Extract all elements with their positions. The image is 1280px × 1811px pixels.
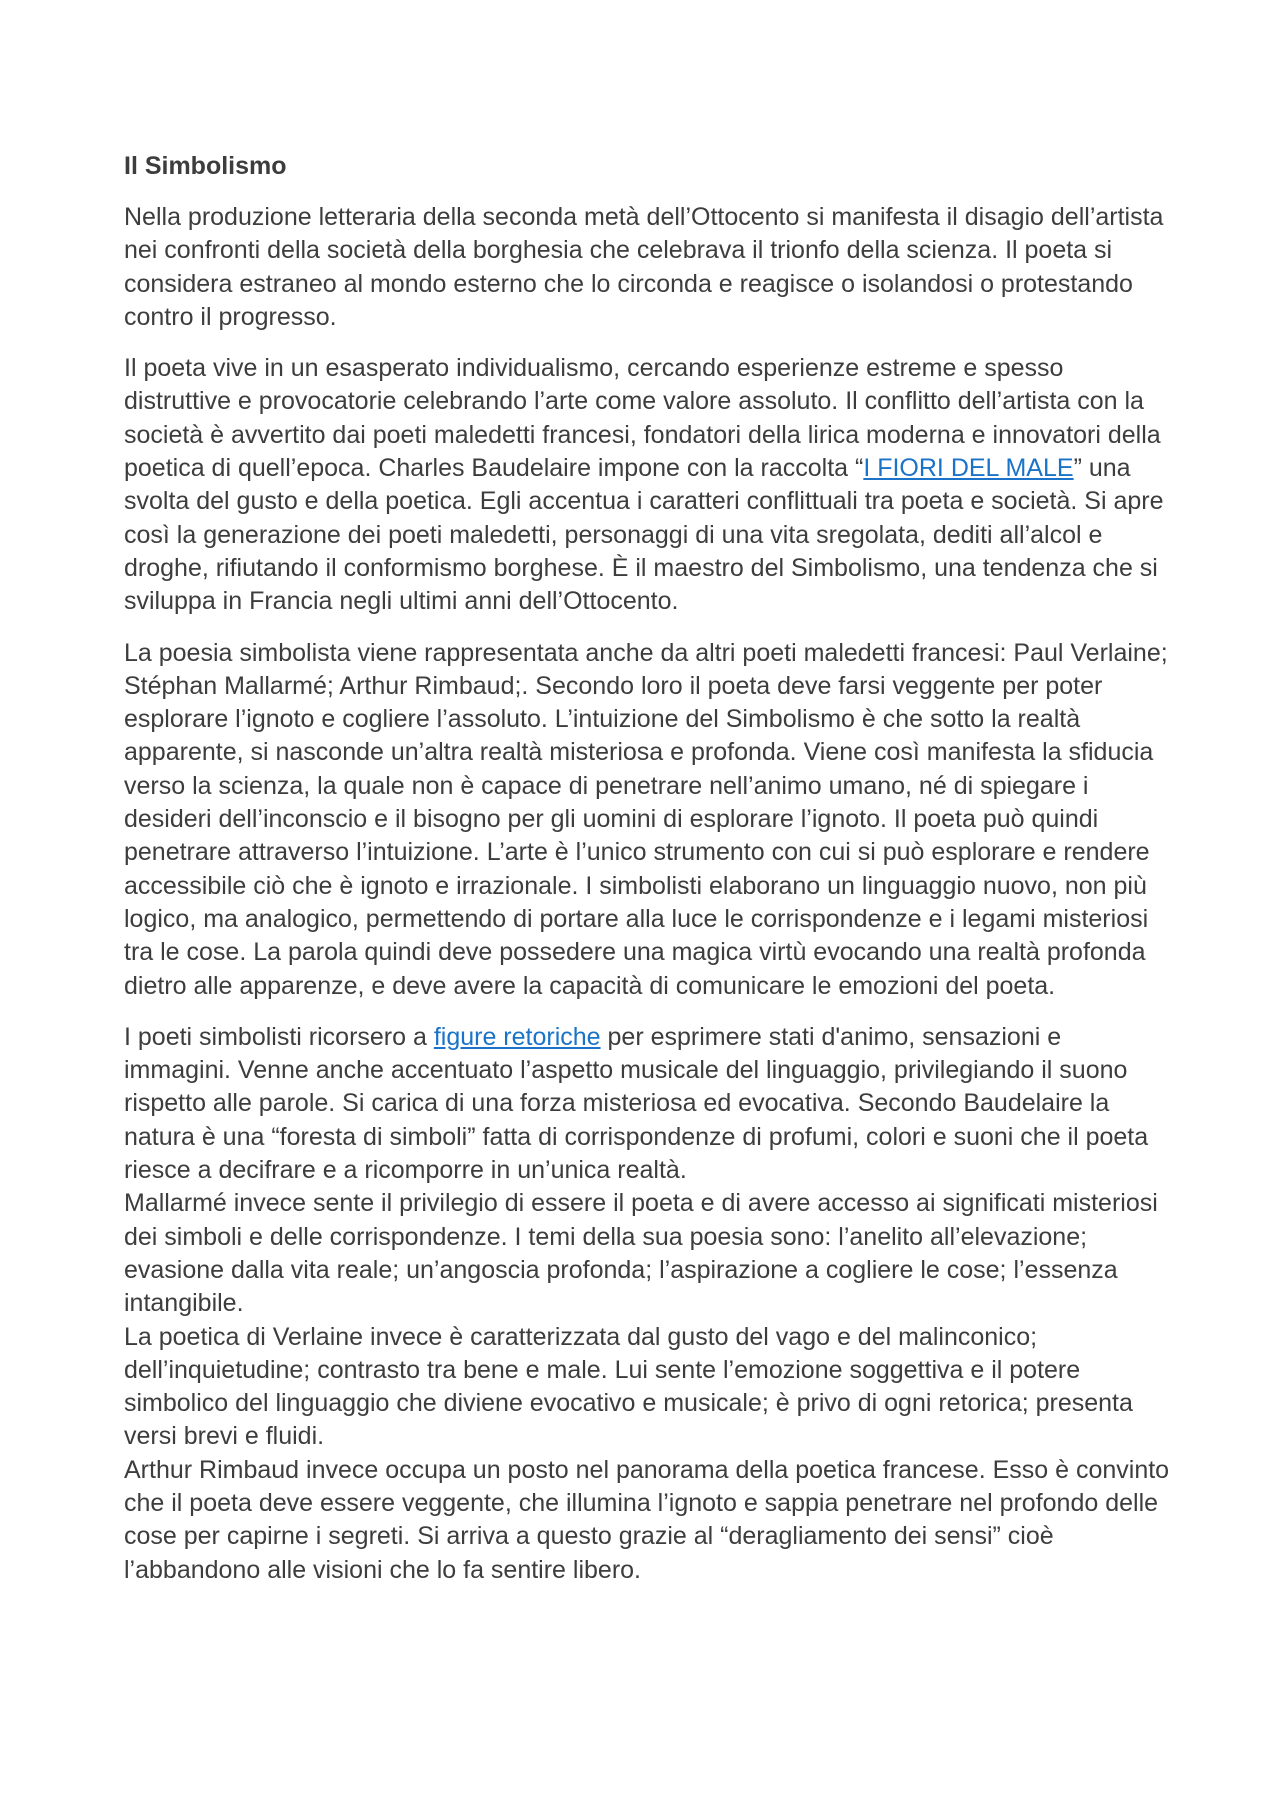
paragraph-baudelaire-text-before: Il poeta vive in un esasperato individualismo, cercando esperienze estreme e spesso distruttive e provocatorie celebrando l’arte come valore assoluto. Il conflitto dell’artista con la società è avvertito dai poeti maledetti francesi, fondatori della lirica moderna e innovatori della poetica di quell’epoca. Charles Baudelaire impone con la raccolta “ xyxy=(124,354,1161,483)
paragraph-poesia-simbolista: La poesia simbolista viene rappresentata anche da altri poeti maledetti francesi: Paul Verlaine; Stéphan Mallarmé; Arthur Rimbaud;. Secondo loro il poeta deve farsi veggente per poter esplorare l’ignoto e cogliere l’assoluto. L’intuizione del Simbolismo è che sotto la realtà apparente, si nasconde un’altra realtà misteriosa e profonda. Viene così manifesta la sfiducia verso la scienza, la quale non è capace di penetrare nell’animo umano, né di spiegare i desideri dell’inconscio e il bisogno per gli uomini di esplorare l’ignoto. Il poeta può quindi penetrare attraverso l’intuizione. L’arte è l’unico strumento con cui si può esplorare e rendere accessibile ciò che è ignoto e irrazionale. I simbolisti elaborano un linguaggio nuovo, non più logico, ma analogico, permettendo di portare alla luce le corrispondenze e i legami misteriosi tra le cose. La parola quindi deve possedere una magica virtù evocando una realtà profonda dietro alle apparenze, e deve avere la capacità di comunicare le emozioni del poeta. xyxy=(124,638,1168,1000)
paragraph-verlaine: La poetica di Verlaine invece è caratterizzata dal gusto del vago e del malinconico; dell’inquietudine; contrasto tra bene e male. Lui sente l’emozione soggettiva e il potere simbolico del linguaggio che diviene evocativo e musicale; è privo di ogni retorica; presenta versi brevi e fluidi. xyxy=(124,1322,1133,1451)
paragraph-intro: Nella produzione letteraria della seconda metà dell’Ottocento si manifesta il disagio dell’artista nei confronti della società della borghesia che celebrava il trionfo della scienza. Il poeta si considera estraneo al mondo esterno che lo circonda e reagisce o isolandosi o protestando contro il progresso. xyxy=(124,203,1164,331)
paragraph-figure-retoriche-text-after: per esprimere stati d'animo, sensazioni e immagini. Venne anche accentuato l’aspetto musicale del linguaggio, privilegiando il suono rispetto alle parole. Si carica di una forza misteriosa ed evocativa. Secondo Baudelaire la natura è una “foresta di simboli” fatta di corrispondenze di profumi, colori e suoni che il poeta riesce a decifrare e a ricomporre in un’unica realtà. xyxy=(124,1022,1149,1185)
paragraph-mallarme: Mallarmé invece sente il privilegio di essere il poeta e di avere accesso ai significati misteriosi dei simboli e delle corrispondenze. I temi della sua poesia sono: l’anelito all’elevazione; evasione dalla vita reale; un’angoscia profonda; l’aspirazione a cogliere le cose; l’essenza intangibile. xyxy=(124,1189,1158,1318)
document-page xyxy=(124,150,1174,1587)
paragraph-figure-retoriche-text-before: I poeti simbolisti ricorsero a xyxy=(124,1022,434,1051)
paragraph-figure-retoriche xyxy=(124,1021,1174,1187)
paragraph-baudelaire xyxy=(124,352,1174,618)
document-title: Il Simbolismo xyxy=(124,152,287,180)
paragraph-rimbaud: Arthur Rimbaud invece occupa un posto nel panorama della poetica francese. Esso è convinto che il poeta deve essere veggente, che illumina l’ignoto e sappia penetrare nel profondo delle cose per capirne i segreti. Si arriva a questo grazie al “deragliamento dei sensi” cioè l’abbandono alle visioni che lo fa sentire libero. xyxy=(124,1455,1170,1584)
paragraph-baudelaire-text-after: ” una svolta del gusto e della poetica. Egli accentua i caratteri conflittuali tra poeta e società. Si apre così la generazione dei poeti maledetti, personaggi di una vita sregolata, dediti all’alcol e droghe, rifiutando il conformismo borghese. È il maestro del Simbolismo, una tendenza che si sviluppa in Francia negli ultimi anni dell’Ottocento. xyxy=(124,454,1164,616)
link-i-fiori-del-male[interactable]: I FIORI DEL MALE xyxy=(863,454,1074,483)
link-figure-retoriche[interactable]: figure retoriche xyxy=(433,1022,601,1051)
